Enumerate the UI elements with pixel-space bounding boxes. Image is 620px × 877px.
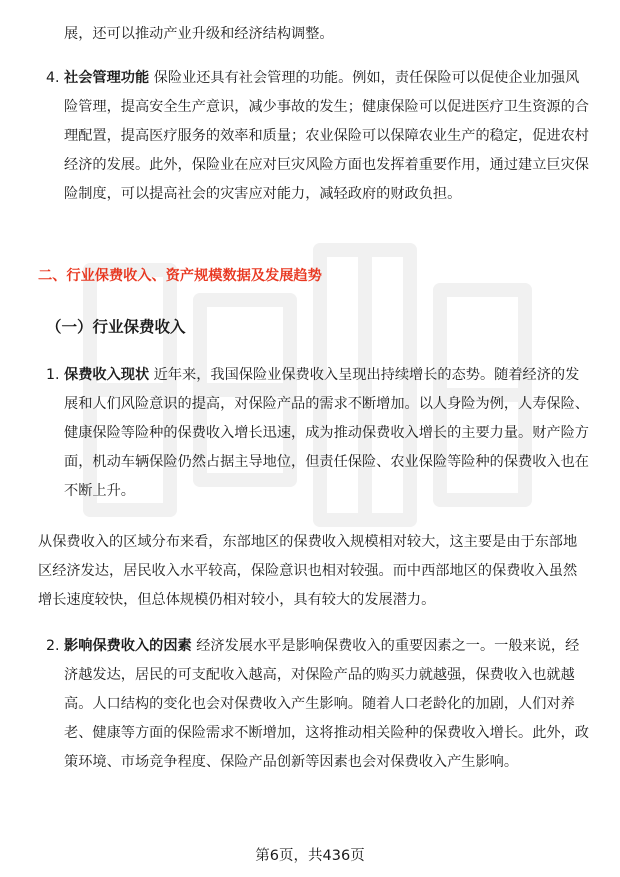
paragraph-continuation: 展，还可以推动产业升级和经济结构调整。 bbox=[64, 26, 334, 42]
list-item-1 bbox=[46, 361, 590, 506]
section-heading: 二、行业保费收入、资产规模数据及发展趋势 bbox=[38, 268, 322, 284]
item-text: 经济发展水平是影响保费收入的重要因素之一。一般来说，经济越发达，居民的可支配收入越高，对保险产品的购买力就越强，保费收入也就越高。人口结构的变化也会对保费收入产生影响。随着人口老龄化的加剧，人们对养老、健康等方面的保险需求不断增加，这将推动相关险种的保费收入增长。此外，政策环境、市场竞争程度、保险产品创新等因素也会对保费收入产生影响。 bbox=[64, 638, 589, 770]
list-item-2 bbox=[46, 632, 590, 777]
list-item-4 bbox=[46, 64, 590, 209]
item-text: 保险业还具有社会管理的功能。例如，责任保险可以促使企业加强风险管理，提高安全生产意识，减少事故的发生；健康保险可以促进医疗卫生资源的合理配置，提高医疗服务的效率和质量；农业保险可以保障农业生产的稳定，促进农村经济的发展。此外，保险业在应对巨灾风险方面也发挥着重要作用，通过建立巨灾保险制度，可以提高社会的灾害应对能力，减轻政府的财政负担。 bbox=[64, 70, 589, 202]
watermark-text: 慧博投研 bbox=[80, 230, 84, 231]
list-number: 4. bbox=[46, 70, 60, 86]
page-footer: 第6页，共436页 bbox=[255, 848, 365, 864]
subsection-heading: （一）行业保费收入 bbox=[46, 318, 186, 336]
list-number: 2. bbox=[46, 638, 60, 654]
paragraph-region: 从保费收入的区域分布来看，东部地区的保费收入规模相对较大，这主要是由于东部地区经济发达，居民收入水平较高，保险意识也相对较强。而中西部地区的保费收入虽然增长速度较快，但总体规模仍相对较小，具有较大的发展潜力。 bbox=[38, 534, 578, 608]
item-text: 近年来，我国保险业保费收入呈现出持续增长的态势。随着经济的发展和人们风险意识的提高，对保险产品的需求不断增加。以人身险为例，人寿保险、健康保险等险种的保费收入增长迅速，成为推动保费收入增长的主要力量。财产险方面，机动车辆保险仍然占据主导地位，但责任保险、农业保险等险种的保费收入也在不断上升。 bbox=[64, 367, 589, 499]
item-title: 保费收入现状 bbox=[64, 367, 150, 383]
list-number: 1. bbox=[46, 367, 60, 383]
item-title: 社会管理功能 bbox=[64, 70, 150, 86]
item-title: 影响保费收入的因素 bbox=[64, 638, 192, 654]
